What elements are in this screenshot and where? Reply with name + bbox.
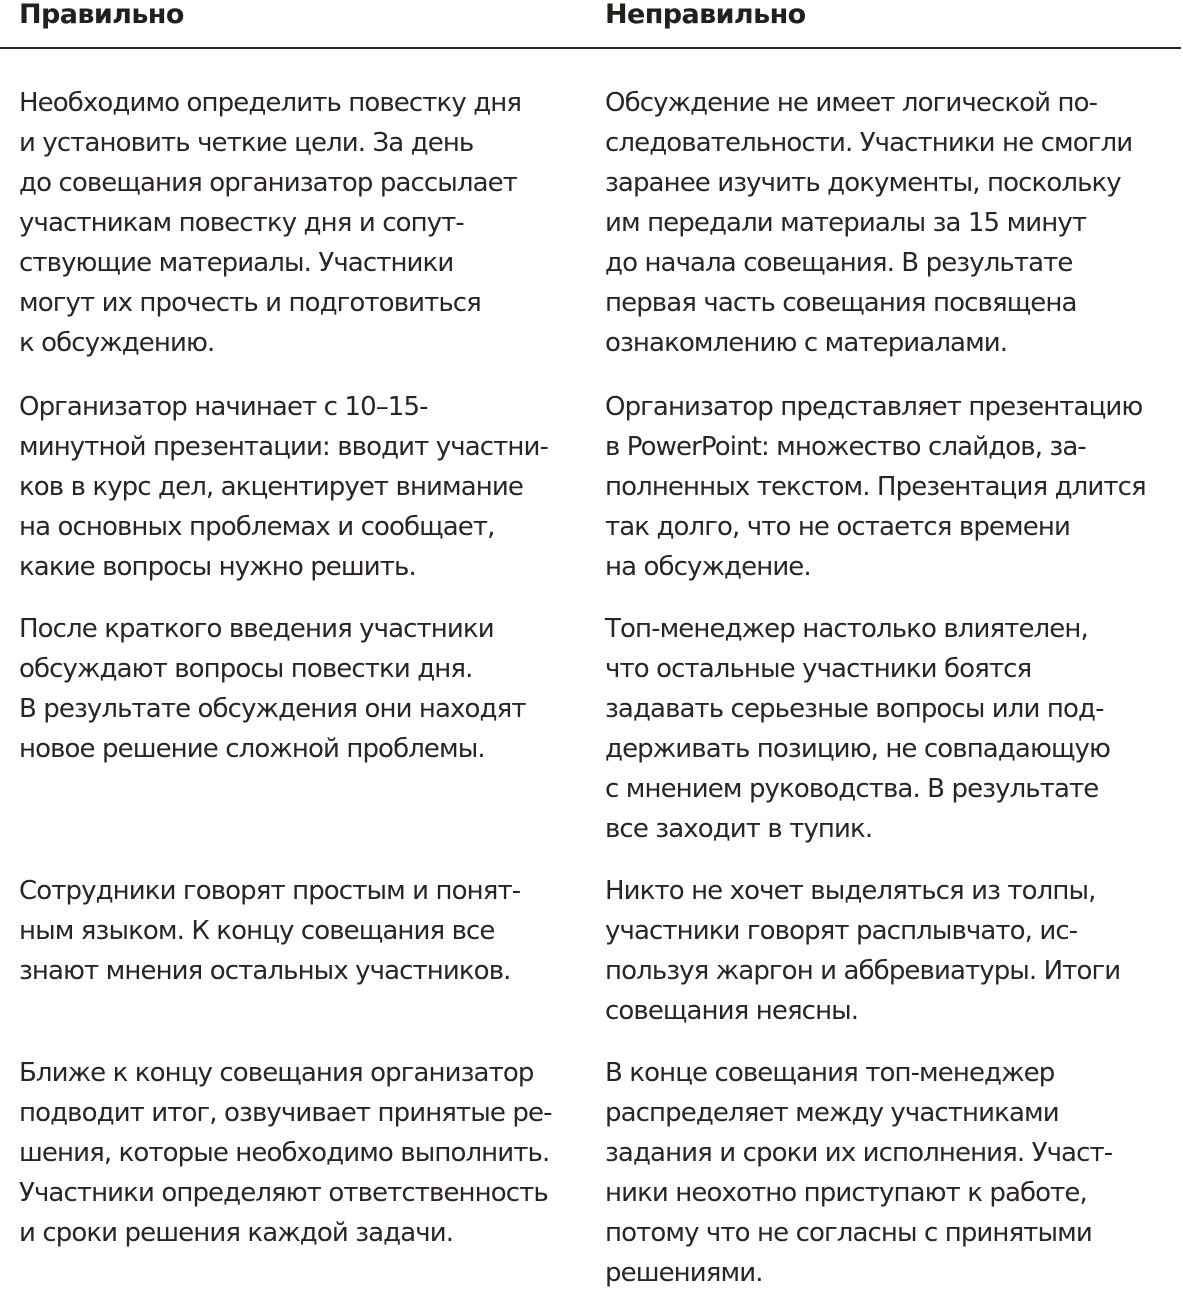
row-4-correct-cell: Сотрудники говорят простым и понят- ным языком. К концу совещания все знают мнения остальных участников. (19, 876, 521, 986)
header-divider (0, 47, 1181, 49)
row-2-correct-cell: Организатор начинает с 10–15- минутной презентации: вводит участни- ков в курс дел, акцентирует внимание на основных проблемах и сообщает, какие вопросы нужно решить. (19, 392, 548, 582)
column-header-incorrect: Неправильно (605, 0, 806, 30)
row-1-incorrect-cell: Обсуждение не имеет логической по- следовательности. Участники не смогли заранее изучить документы, поскольку им передали материалы за 15 минут до начала совещания. В результате первая часть совещания посвящена ознакомлению с материалами. (605, 88, 1133, 358)
table-header (0, 0, 1183, 50)
column-header-correct: Правильно (19, 0, 184, 30)
row-1-correct-cell: Необходимо определить повестку дня и установить четкие цели. За день до совещания организатор рассылает участникам повестку дня и сопут- ствующие материалы. Участники могут их прочесть и подготовиться к обсуждению. (19, 88, 522, 358)
row-3-correct-cell: После краткого введения участники обсуждают вопросы повестки дня. В результате обсуждения они находят новое решение сложной проблемы. (19, 614, 526, 764)
row-5-incorrect-cell: В конце совещания топ-менеджер распределяет между участниками задания и сроки их исполнения. Участ- ники неохотно приступают к работе, потому что не согласны с принятыми решениями. (605, 1058, 1113, 1288)
row-4-incorrect-cell: Никто не хочет выделяться из толпы, участники говорят расплывчато, ис- пользуя жаргон и аббревиатуры. Итоги совещания неясны. (605, 876, 1121, 1026)
row-2-incorrect-cell: Организатор представляет презентацию в PowerPoint: множество слайдов, за- полненных текстом. Презентация длится так долго, что не остается времени на обсуждение. (605, 392, 1146, 582)
row-3-incorrect-cell: Топ-менеджер настолько влиятелен, что остальные участники боятся задавать серьезные вопросы или под- держивать позицию, не совпадающую с мнением руководства. В результате все заходит в тупик. (605, 614, 1111, 844)
row-5-correct-cell: Ближе к концу совещания организатор подводит итог, озвучивает принятые ре- шения, которые необходимо выполнить. Участники определяют ответственность и сроки решения каждой задачи. (19, 1058, 552, 1248)
